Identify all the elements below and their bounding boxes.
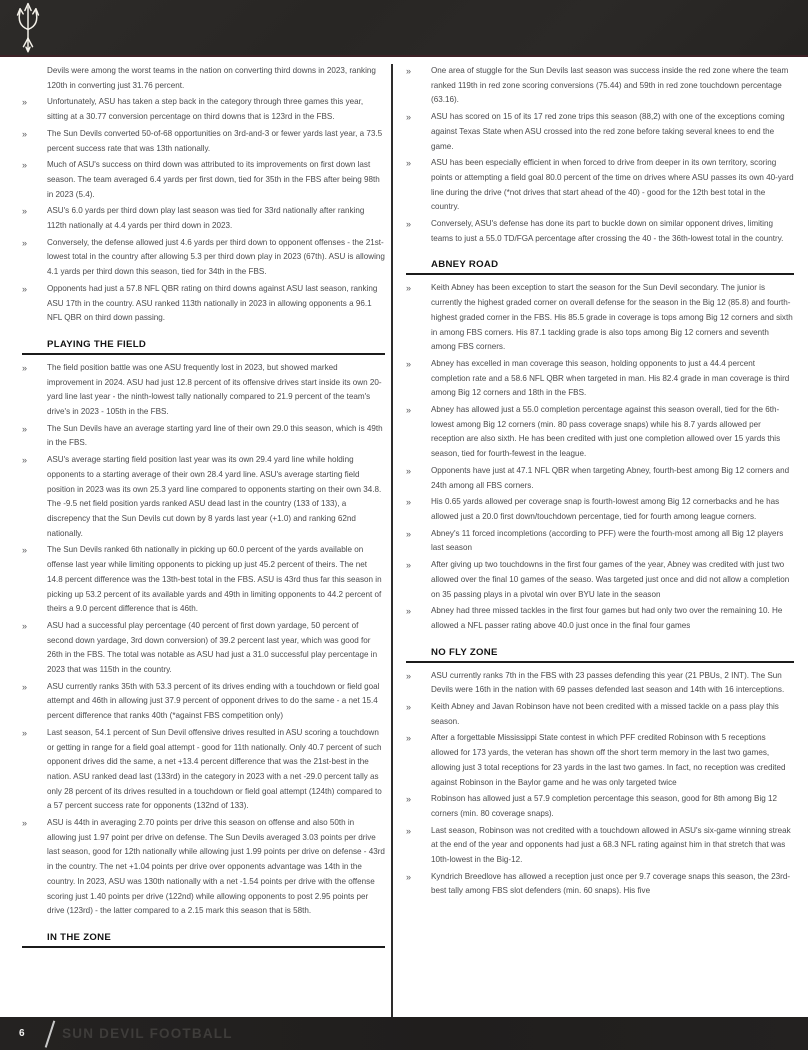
bullet-item bbox=[22, 453, 385, 541]
bullet-marker-icon: » bbox=[22, 237, 28, 248]
bullet-item bbox=[406, 495, 794, 524]
bullet-item bbox=[22, 204, 385, 233]
bullet-item bbox=[22, 127, 385, 156]
bullet-list bbox=[406, 669, 794, 900]
section-in-the-zone bbox=[22, 932, 385, 948]
bullet-text: Abney has excelled in man coverage this season, holding opponents to just a 44.4 percent completion rate and a 58.6 NFL QBR when targeted in man. His 82.4 grade in man coverage is third among Big 12 corners and 18th in the FBS. bbox=[431, 358, 790, 398]
bullet-text: ASU's 6.0 yards per third down play last season was tied for 33rd nationally after ranking 112th nationally at 4.4 yards per third down in 2023. bbox=[47, 206, 365, 231]
bullet-marker-icon: » bbox=[406, 66, 412, 76]
bullet-text: His 0.65 yards allowed per coverage snap is fourth-lowest among Big 12 cornerbacks and he has allowed just a 20.0 first down/touchdown percentage, tied for fourth among league corners. bbox=[431, 497, 780, 521]
section-untitled bbox=[406, 64, 794, 246]
bullet-item bbox=[406, 281, 794, 355]
left-column bbox=[22, 64, 391, 1017]
bullet-item bbox=[22, 680, 385, 724]
bullet-marker-icon: » bbox=[406, 158, 412, 169]
bullet-text: Last season, Robinson was not credited with a touchdown allowed in ASU's six-game winning streak at the end of the year and opponents had just a 68.3 NFL rating against him in that stretch that was 10th-lowest in the Big-12. bbox=[431, 825, 791, 865]
bullet-item bbox=[406, 403, 794, 462]
bullet-marker-icon: » bbox=[22, 818, 28, 829]
bullet-item bbox=[22, 64, 385, 93]
bullet-text: ASU has scored on 15 of its 17 red zone trips this season (88,2) with one of the exceptions coming against Texas State when ASU crossed into the red zone before taking several knees to end the game. bbox=[431, 112, 785, 151]
bullet-marker-icon: » bbox=[406, 825, 412, 836]
section-abney-road bbox=[406, 259, 794, 633]
footer-brand: SUN DEVIL FOOTBALL bbox=[62, 1026, 233, 1041]
page-number: 6 bbox=[19, 1028, 25, 1039]
bullet-marker-icon: » bbox=[406, 219, 412, 230]
bullet-text: Opponents have just at 47.1 NFL QBR when targeting Abney, fourth-best among Big 12 corners and 24th among all FBS corners. bbox=[431, 465, 790, 490]
bullet-marker-icon: » bbox=[22, 620, 28, 631]
bullet-marker-icon: » bbox=[22, 455, 28, 466]
bullet-marker-icon: » bbox=[406, 465, 412, 476]
bullet-marker-icon: » bbox=[406, 405, 412, 416]
bullet-item bbox=[22, 422, 385, 451]
bullet-marker-icon: » bbox=[406, 702, 412, 713]
asu-pitchfork-logo-icon bbox=[10, 2, 46, 54]
section-heading: PLAYING THE FIELD bbox=[22, 339, 385, 355]
bullet-text: The Sun Devils converted 50-of-68 opportunities on 3rd-and-3 or fewer yards last year, a 73.5 percent success rate that was 13th nationally. bbox=[47, 128, 383, 153]
bullet-item bbox=[406, 357, 794, 401]
bullet-text: Kyndrich Breedlove has allowed a reception just once per 9.7 coverage snaps this season, the 23rd-best tally among FBS slot defenders (min. 60 snaps). His five bbox=[431, 871, 791, 896]
bullet-text: Keith Abney has been exception to start the season for the Sun Devil secondary. The junior is currently the highest graded corner on overall defense for the season in the Big 12 (85.8) and fourth-highest graded corner in the FBS. His 85.5 grade in coverage is tops among Big 12 corners and sixth in among FBS corners. His 87.1 tackling grade is also tops among Big 12 corners and seventh among FBS corners. bbox=[431, 283, 793, 352]
bullet-item bbox=[406, 217, 794, 246]
bullet-list bbox=[406, 64, 794, 246]
bullet-marker-icon: » bbox=[406, 358, 412, 369]
page-footer bbox=[0, 1017, 808, 1050]
bullet-item bbox=[406, 731, 794, 790]
section-playing-the-field bbox=[22, 339, 385, 919]
bullet-list bbox=[406, 281, 794, 633]
bullet-item bbox=[22, 816, 385, 919]
bullet-marker-icon: » bbox=[22, 128, 28, 139]
bullet-item bbox=[406, 156, 794, 215]
bullet-marker-icon: » bbox=[22, 362, 28, 373]
bullet-marker-icon: » bbox=[22, 681, 28, 692]
section-no-fly-zone bbox=[406, 647, 794, 900]
bullet-marker-icon: » bbox=[406, 528, 412, 539]
bullet-marker-icon: » bbox=[406, 112, 412, 123]
bullet-item bbox=[22, 543, 385, 617]
bullet-item bbox=[22, 282, 385, 326]
bullet-marker-icon: » bbox=[406, 497, 412, 508]
bullet-text: Conversely, ASU's defense has done its part to buckle down on similar opponent drives, limiting teams to just a 55.0 TD/FGA percentage after crossing the 40 - the 36th-lowest total in the country. bbox=[431, 219, 784, 243]
bullet-marker-icon: » bbox=[406, 733, 412, 744]
bullet-marker-icon: » bbox=[406, 794, 412, 805]
bullet-item bbox=[406, 64, 794, 108]
bullet-item bbox=[406, 824, 794, 868]
pitchfork-icon bbox=[10, 2, 46, 54]
bullet-marker-icon: » bbox=[22, 160, 28, 171]
section-heading: NO FLY ZONE bbox=[406, 647, 794, 663]
bullet-text: Robinson has allowed just a 57.9 completion percentage this season, good for 8th among Big 12 corners (min. 80 coverage snaps). bbox=[431, 794, 778, 818]
bullet-text: Much of ASU's success on third down was attributed to its improvements on first down last season. The team averaged 6.4 yards per first down, tied for 35th in the FBS after being 98th in 2023 (5.4). bbox=[47, 160, 380, 199]
bullet-text: Abney's 11 forced incompletions (according to PFF) were the fourth-most among all Big 12 players last season bbox=[431, 528, 784, 553]
bullet-marker-icon bbox=[22, 64, 47, 93]
bullet-text: Conversely, the defense allowed just 4.6 yards per third down to opponent offenses - the 21st-lowest total in the country after allowing 5.3 per third down play in 2023 (67th). ASU is allowing 4.1 yards per third down this season, tied for 34th in the FBS. bbox=[47, 237, 385, 277]
bullet-text: ASU currently ranks 7th in the FBS with 23 passes defending this year (21 PBUs, 2 INT). The Sun Devils were 16th in the nation with 69 passes defended last season and 14th with 16 interceptions. bbox=[431, 670, 785, 695]
bullet-text: Abney has allowed just a 55.0 completion percentage against this season overall, tied for the 6th-lowest among Big 12 corners (min. 80 pass coverage snaps) while his 8.7 yards allowed per reception are also sixth. He has been credited with just one completion allowed over 15 yards this season, tied for fourth-fewest in the league. bbox=[431, 405, 781, 459]
bullet-item bbox=[22, 361, 385, 420]
page-content bbox=[0, 57, 808, 1017]
bullet-text: Opponents had just a 57.8 NFL QBR rating on third downs against ASU last season, ranking ASU 17th in the country. ASU ranked 113th nationally in 2023 in allowing opponents a 96.1 NFL QBR on third down passing. bbox=[47, 283, 378, 323]
bullet-item bbox=[22, 236, 385, 280]
bullet-marker-icon: » bbox=[406, 606, 412, 617]
bullet-item bbox=[406, 604, 794, 633]
bullet-list bbox=[22, 64, 385, 326]
bullet-item bbox=[406, 110, 794, 154]
bullet-item bbox=[406, 792, 794, 821]
bullet-marker-icon: » bbox=[406, 283, 412, 294]
bullet-marker-icon: » bbox=[406, 670, 412, 681]
bullet-text: The Sun Devils ranked 6th nationally in picking up 60.0 percent of the yards available on offense last year while limiting opponents to picking up just 45.2 percent of theirs. The net 14.8 percent difference was the 13th-best total in the FBS. ASU is 43rd thus far this season in picking up 53.2 percent of its available yards and 49th in limiting opponents to 44.2 percent of theirs a 9.0 percent difference that is 46th. bbox=[47, 545, 382, 614]
bullet-marker-icon: » bbox=[22, 206, 28, 217]
section-heading: IN THE ZONE bbox=[22, 932, 385, 948]
bullet-text: Keith Abney and Javan Robinson have not been credited with a missed tackle on a pass play this season. bbox=[431, 702, 779, 726]
bullet-item bbox=[22, 726, 385, 814]
bullet-marker-icon: » bbox=[22, 423, 28, 434]
diagonal-slash-icon bbox=[44, 1020, 54, 1047]
bullet-marker-icon: » bbox=[22, 545, 28, 556]
bullet-text: The Sun Devils have an average starting yard line of their own 29.0 this season, which is 49th in the FBS. bbox=[47, 423, 383, 448]
bullet-text: ASU had a successful play percentage (40 percent of first down yardage, 50 percent of second down yardage, 3rd down conversion) of 39.2 percent last year, which was good for 26th in the FBS. The total was notable as ASU had just a 31.0 successful play percentage in 2023 that was 115th in the country. bbox=[47, 620, 378, 675]
bullet-item bbox=[22, 95, 385, 124]
bullet-marker-icon: » bbox=[22, 283, 28, 294]
bullet-text: ASU currently ranks 35th with 53.3 percent of its drives ending with a touchdown or field goal attempt and 46th in allowing just 37.9 percent of opponent drives to do the same - a net 15.4 percent difference that ranks 40th (*against FBS competition only) bbox=[47, 681, 380, 721]
bullet-item bbox=[406, 700, 794, 729]
bullet-item bbox=[406, 870, 794, 899]
bullet-item bbox=[22, 619, 385, 678]
bullet-text: Devils were among the worst teams in the nation on converting third downs in 2023, ranking 120th in converting just 31.76 percent. bbox=[47, 66, 376, 90]
bullet-text: Abney had three missed tackles in the first four games but had only two over the remaining 10. He allowed a NFL passer rating above 40.0 just once in the final four games bbox=[431, 606, 783, 630]
bullet-text: Last season, 54.1 percent of Sun Devil offensive drives resulted in ASU scoring a touchdown or getting in range for a field goal attempt - good for 11th nationally. Only 40.7 percent of such opponent drives did the same, a net +13.4 percent difference that was the 21st-best in the nation. ASU ranked dead last (133rd) in the category in 2023 with a net -29.0 percent tally as only 28 percent of its drives resulted in a touchdown or field goal attempt (124th) compared to a 57 percent success rate for opponents (132nd of 133). bbox=[47, 727, 382, 811]
bullet-item bbox=[406, 527, 794, 556]
section-heading: ABNEY ROAD bbox=[406, 259, 794, 275]
bullet-item bbox=[22, 158, 385, 202]
bullet-text: After a forgettable Mississippi State contest in which PFF credited Robinson with 5 receptions allowed for 173 yards, the veteran has shown off the short term memory in the last two games, allowing just 3 total receptions for 23 yards in the last two games. In fact, no reception was credited against Robinson in the Baylor game and he was only targeted twice bbox=[431, 733, 786, 787]
bullet-marker-icon: » bbox=[406, 871, 412, 882]
bullet-text: The field position battle was one ASU frequently lost in 2023, but showed marked improvement in 2024. ASU had just 12.8 percent of its offensive drives start inside its own 20-yard line last year - the ninth-lowest tally nationally compared to 21.9 percent of the team's drive's in 2023 - 105th in the FBS. bbox=[47, 362, 382, 417]
bullet-text: ASU is 44th in averaging 2.70 points per drive this season on offense and also 50th in allowing just 1.97 point per drive on defense. The Sun Devils averaged 3.03 points per drive last season, good for 12th nationally while allowing just 1.99 points per drive on defense - 43rd in the country. The net +1.04 points per drive over opponents advantage was 14th in the country. In 2023, ASU was 130th nationally with a net -1.54 points per drive with the offense scoring just 1.40 points per drive (122nd) while allowing opponents to post 2.95 points per drive (123rd) - the latter compared to a 2.15 mark this season that is 58th. bbox=[47, 818, 385, 916]
bullet-list bbox=[22, 361, 385, 919]
bullet-marker-icon: » bbox=[406, 560, 412, 571]
bullet-item bbox=[406, 558, 794, 602]
bullet-item bbox=[406, 464, 794, 493]
page-header bbox=[0, 0, 808, 57]
bullet-item bbox=[406, 669, 794, 698]
bullet-text: ASU has been especially efficient in when forced to drive from deeper in its own territory, scoring points or attempting a field goal 80.0 percent of the time on drives where ASU passes its own 40-yard line during the drive (*not drives that start ahead of the 40) - good for the 12th best total in the country. bbox=[431, 158, 794, 212]
bullet-text: Unfortunately, ASU has taken a step back in the category through three games this year, sitting at a 30.77 conversion percentage on third downs that is 123rd in the FBS. bbox=[47, 97, 364, 122]
bullet-text: ASU's average starting field position last year was its own 29.4 yard line while holding opponents to a starting average of their own 28.4 yard line. ASU's average starting field position in 2023 was its own 25.3 yard line compared to opponents starting on their own 34.8. The -9.5 net field position yards ranked ASU dead last in the country (133 of 133), a discrepency that the Sun Devils cut down by 8 yards last year (+1.0) and ranking 62nd nationally. bbox=[47, 455, 382, 538]
right-column bbox=[393, 64, 794, 1017]
bullet-text: One area of stuggle for the Sun Devils last season was success inside the red zone where the team ranked 119th in red zone scoring conversions (75.44) and 59th in red zone touchdown percentage (63.16). bbox=[431, 66, 789, 105]
section-untitled bbox=[22, 64, 385, 326]
bullet-marker-icon: » bbox=[22, 97, 28, 108]
bullet-marker-icon: » bbox=[22, 727, 28, 738]
bullet-text: After giving up two touchdowns in the first four games of the year, Abney was credited with just two allowed over the final 10 games of the seaso. Was targeted just once and did not allow a completion on 35 passing plays in a pivotal win over BYU late in the season bbox=[431, 560, 790, 599]
